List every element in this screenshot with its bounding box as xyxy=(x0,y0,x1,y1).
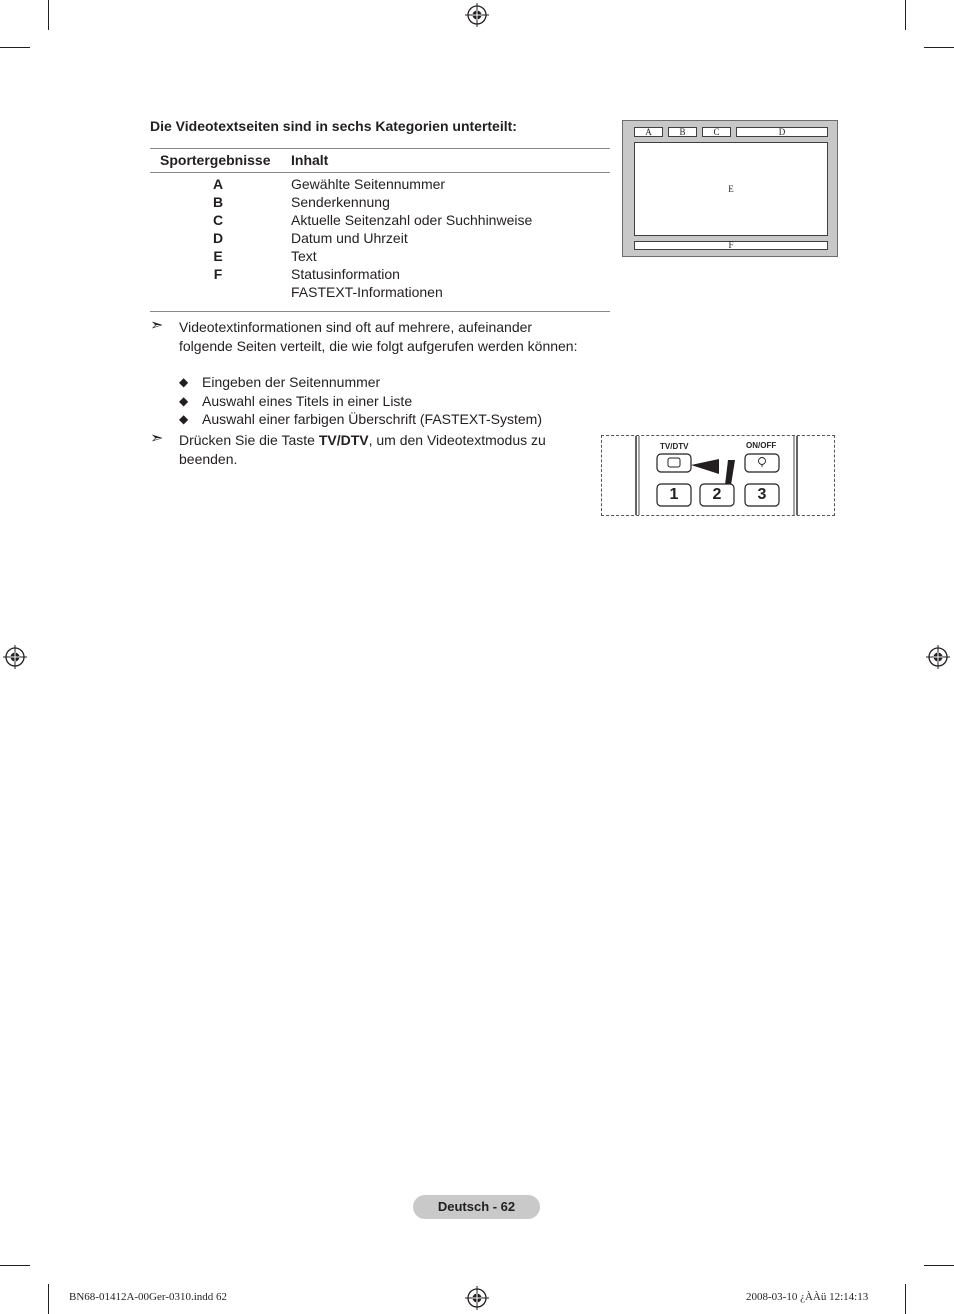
note-text-part: , um den Videotextmodus zu beenden. xyxy=(179,432,546,467)
table-row-letter: E xyxy=(213,248,223,264)
teletext-field-a: A xyxy=(634,127,663,137)
crop-mark xyxy=(0,1265,30,1266)
table-top-rule xyxy=(150,148,610,149)
note-text xyxy=(179,431,589,468)
remote-control-figure xyxy=(601,435,835,516)
table-row-text: Statusinformation xyxy=(291,266,400,282)
key-2-label: 2 xyxy=(712,486,722,503)
crop-mark xyxy=(924,1265,954,1266)
table-header-content: Inhalt xyxy=(291,152,329,168)
crop-mark xyxy=(905,1284,906,1314)
table-row-letter: A xyxy=(212,176,224,192)
table-row-letter: D xyxy=(212,230,224,246)
note-text-part: Drücken Sie die Taste xyxy=(179,432,319,448)
registration-mark-icon xyxy=(465,3,489,27)
print-slug-right: 2008-03-10 ¿ÀÀü 12:14:13 xyxy=(746,1291,869,1303)
crop-mark xyxy=(48,1284,49,1314)
crop-mark xyxy=(0,47,30,48)
table-row-text: Datum und Uhrzeit xyxy=(291,230,408,246)
teletext-field-d: D xyxy=(736,127,828,137)
teletext-field-f: F xyxy=(634,241,828,250)
table-bottom-rule xyxy=(150,311,610,312)
table-row-text: Gewählte Seitennummer xyxy=(291,176,446,192)
registration-mark-icon xyxy=(926,645,950,669)
note-arrow-icon: ➣ xyxy=(150,430,164,447)
bullet-diamond-icon: ◆ xyxy=(179,412,189,426)
on-off-label: ON/OFF xyxy=(746,441,777,450)
crop-mark xyxy=(48,0,49,30)
crop-mark xyxy=(905,0,906,30)
tv-dtv-button xyxy=(657,454,691,472)
table-header-rule xyxy=(150,172,610,173)
pointer-arrow xyxy=(691,459,719,474)
key-3-label: 3 xyxy=(757,486,767,503)
page-number-badge: Deutsch - 62 xyxy=(413,1195,540,1219)
teletext-field-b: B xyxy=(668,127,697,137)
table-row-text: Text xyxy=(291,248,317,264)
bullet-diamond-icon: ◆ xyxy=(179,375,189,389)
bullet-diamond-icon: ◆ xyxy=(179,394,189,408)
table-row-letter: F xyxy=(213,266,223,282)
print-slug-left: BN68-01412A-00Ger-0310.indd 62 xyxy=(69,1291,228,1303)
bullet-item: Eingeben der Seitennummer xyxy=(202,374,381,390)
table-row-text: Aktuelle Seitenzahl oder Suchhinweise xyxy=(291,212,533,228)
key-1-label: 1 xyxy=(669,486,679,503)
crop-mark xyxy=(924,47,954,48)
tv-dtv-key-name: TV/DTV xyxy=(318,432,369,448)
table-row-text: FASTEXT-Informationen xyxy=(291,284,443,300)
tv-dtv-label: TV/DTV xyxy=(660,442,689,451)
teletext-field-c: C xyxy=(702,127,731,137)
table-row-letter: C xyxy=(212,212,224,228)
table-row-text: Senderkennung xyxy=(291,194,390,210)
teletext-layout-figure xyxy=(622,120,838,257)
on-off-button xyxy=(745,454,779,472)
registration-mark-icon xyxy=(3,645,27,669)
table-header-category: Sportergebnisse xyxy=(160,152,271,168)
note-arrow-icon: ➣ xyxy=(150,317,164,334)
bullet-item: Auswahl einer farbigen Überschrift (FASTEXT-System) xyxy=(202,411,543,427)
registration-mark-icon xyxy=(465,1286,489,1310)
teletext-field-e: E xyxy=(634,142,828,236)
section-heading: Die Videotextseiten sind in sechs Kategorien unterteilt: xyxy=(150,118,517,134)
bullet-item: Auswahl eines Titels in einer Liste xyxy=(202,393,413,409)
table-row-letter: B xyxy=(212,194,224,210)
pointer-bar xyxy=(725,460,735,485)
note-text: Videotextinformationen sind oft auf mehrere, aufeinander folgende Seiten verteilt, die wie folgt aufgerufen werden können: xyxy=(179,319,578,354)
